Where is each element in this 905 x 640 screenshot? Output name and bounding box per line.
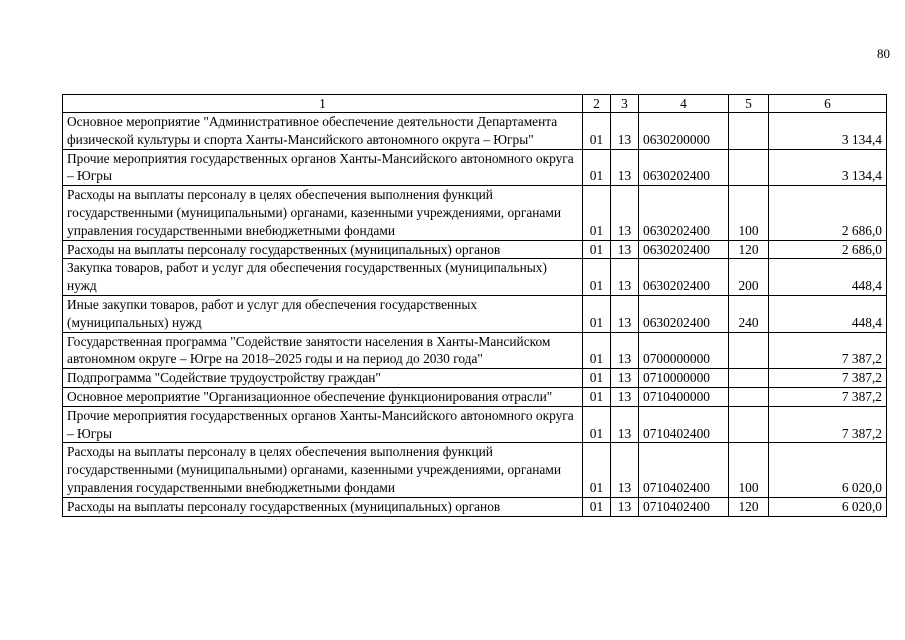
row-code-section: 01	[583, 295, 611, 332]
table-row	[63, 497, 887, 516]
row-code-section: 01	[583, 497, 611, 516]
row-expense-type: 240	[729, 295, 769, 332]
row-code-section: 01	[583, 186, 611, 240]
row-description: Основное мероприятие "Административное обеспечение деятельности Департамента физической культуры и спорта Ханты-Мансийского автономного округа – Югры"	[63, 113, 583, 150]
row-description: Расходы на выплаты персоналу в целях обеспечения выполнения функций государственными (муниципальными) органами, казенными учреждениями, органами управления государственными внебюджетными фондами	[63, 443, 583, 497]
column-header-5: 5	[729, 95, 769, 113]
row-target-article: 0630202400	[639, 149, 729, 186]
table-row	[63, 406, 887, 443]
row-expense-type	[729, 406, 769, 443]
row-expense-type: 200	[729, 259, 769, 296]
row-code-section: 01	[583, 443, 611, 497]
row-code-section: 01	[583, 406, 611, 443]
row-description: Основное мероприятие "Организационное обеспечение функционирования отрасли"	[63, 387, 583, 406]
row-code-subsection: 13	[611, 332, 639, 369]
row-code-section: 01	[583, 259, 611, 296]
row-description: Подпрограмма "Содействие трудоустройству граждан"	[63, 369, 583, 388]
column-header-2: 2	[583, 95, 611, 113]
row-expense-type	[729, 387, 769, 406]
row-code-section: 01	[583, 149, 611, 186]
row-expense-type: 120	[729, 497, 769, 516]
row-code-subsection: 13	[611, 259, 639, 296]
row-amount: 2 686,0	[769, 240, 887, 259]
table-row	[63, 149, 887, 186]
row-amount: 6 020,0	[769, 497, 887, 516]
row-target-article: 0710402400	[639, 406, 729, 443]
row-code-section: 01	[583, 240, 611, 259]
row-amount: 6 020,0	[769, 443, 887, 497]
row-code-subsection: 13	[611, 149, 639, 186]
row-expense-type	[729, 369, 769, 388]
budget-table	[62, 94, 887, 517]
table-row	[63, 295, 887, 332]
row-expense-type	[729, 332, 769, 369]
row-expense-type: 100	[729, 443, 769, 497]
table-row	[63, 443, 887, 497]
row-code-section: 01	[583, 332, 611, 369]
row-amount: 3 134,4	[769, 149, 887, 186]
row-amount: 448,4	[769, 295, 887, 332]
row-amount: 448,4	[769, 259, 887, 296]
table-header-row	[63, 95, 887, 113]
row-code-subsection: 13	[611, 295, 639, 332]
row-code-subsection: 13	[611, 240, 639, 259]
row-description: Закупка товаров, работ и услуг для обеспечения государственных (муниципальных) нужд	[63, 259, 583, 296]
row-code-subsection: 13	[611, 387, 639, 406]
table-row	[63, 113, 887, 150]
row-code-subsection: 13	[611, 186, 639, 240]
table-row	[63, 369, 887, 388]
table-row	[63, 332, 887, 369]
row-target-article: 0630202400	[639, 186, 729, 240]
row-code-subsection: 13	[611, 369, 639, 388]
table-row	[63, 240, 887, 259]
row-amount: 7 387,2	[769, 387, 887, 406]
column-header-3: 3	[611, 95, 639, 113]
row-expense-type	[729, 149, 769, 186]
row-code-subsection: 13	[611, 497, 639, 516]
row-description: Расходы на выплаты персоналу в целях обеспечения выполнения функций государственными (муниципальными) органами, казенными учреждениями, органами управления государственными внебюджетными фондами	[63, 186, 583, 240]
column-header-4: 4	[639, 95, 729, 113]
row-target-article: 0630202400	[639, 295, 729, 332]
table-row	[63, 259, 887, 296]
row-target-article: 0710000000	[639, 369, 729, 388]
row-description: Прочие мероприятия государственных органов Ханты-Мансийского автономного округа – Югры	[63, 406, 583, 443]
row-description: Прочие мероприятия государственных органов Ханты-Мансийского автономного округа – Югры	[63, 149, 583, 186]
row-description: Расходы на выплаты персоналу государственных (муниципальных) органов	[63, 497, 583, 516]
row-description: Иные закупки товаров, работ и услуг для обеспечения государственных (муниципальных) нужд	[63, 295, 583, 332]
row-expense-type	[729, 113, 769, 150]
row-code-subsection: 13	[611, 113, 639, 150]
column-header-6: 6	[769, 95, 887, 113]
row-amount: 7 387,2	[769, 406, 887, 443]
row-target-article: 0630200000	[639, 113, 729, 150]
table-row	[63, 186, 887, 240]
row-expense-type: 120	[729, 240, 769, 259]
page-number: 80	[877, 46, 890, 61]
row-target-article: 0630202400	[639, 259, 729, 296]
row-target-article: 0710402400	[639, 443, 729, 497]
row-code-section: 01	[583, 113, 611, 150]
row-code-section: 01	[583, 387, 611, 406]
row-target-article: 0710402400	[639, 497, 729, 516]
table-body	[63, 113, 887, 517]
row-target-article: 0710400000	[639, 387, 729, 406]
row-amount: 3 134,4	[769, 113, 887, 150]
row-description: Расходы на выплаты персоналу государственных (муниципальных) органов	[63, 240, 583, 259]
row-code-subsection: 13	[611, 406, 639, 443]
row-target-article: 0700000000	[639, 332, 729, 369]
row-amount: 7 387,2	[769, 369, 887, 388]
row-amount: 2 686,0	[769, 186, 887, 240]
row-description: Государственная программа "Содействие занятости населения в Ханты-Мансийском автономном округе – Югре на 2018–2025 годы и на период до 2030 года"	[63, 332, 583, 369]
column-header-1: 1	[63, 95, 583, 113]
row-expense-type: 100	[729, 186, 769, 240]
table-row	[63, 387, 887, 406]
row-target-article: 0630202400	[639, 240, 729, 259]
row-code-section: 01	[583, 369, 611, 388]
row-amount: 7 387,2	[769, 332, 887, 369]
row-code-subsection: 13	[611, 443, 639, 497]
